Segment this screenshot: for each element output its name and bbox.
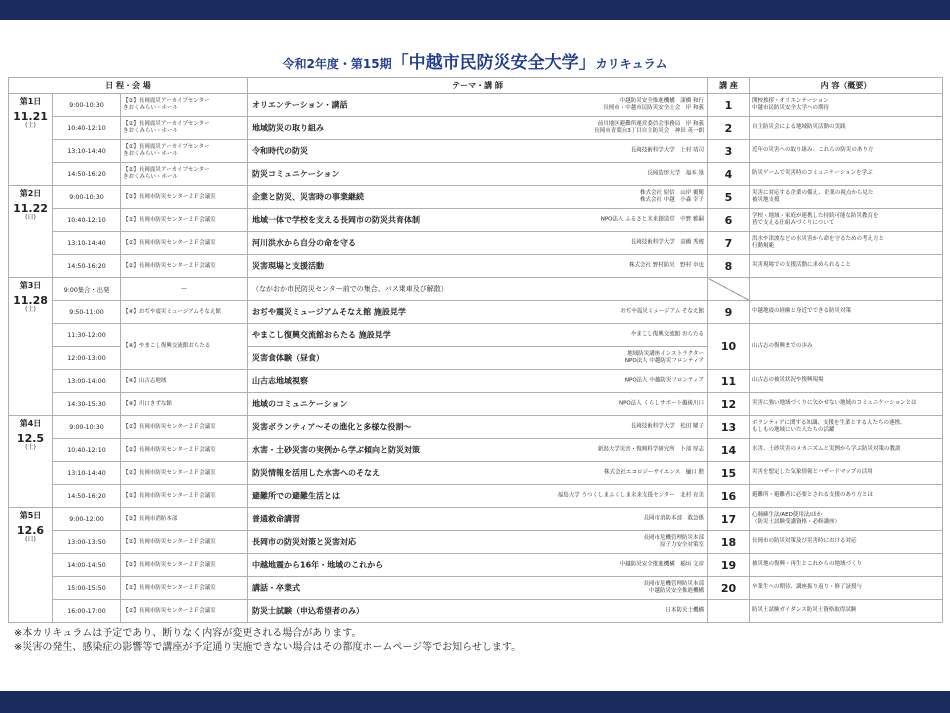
lecture-number: 19 (708, 554, 750, 577)
curriculum-body (9, 94, 943, 623)
theme-title: 中越地震から16年・地域のこれから (252, 560, 384, 570)
table-row (9, 485, 943, 508)
venue-cell: 【②】長岡市防災センター２Ｆ会議室 (121, 439, 248, 462)
day-weekday: (土) (25, 121, 36, 129)
speaker: 株式会社 原信 山岸 覆衛 株式会社 中越 小森 幸子 (640, 189, 704, 203)
time-cell: 15:00-15:50 (53, 577, 121, 600)
theme-cell (248, 600, 708, 623)
time-cell: 14:50-16:20 (53, 163, 121, 186)
lecture-number: 5 (708, 186, 750, 209)
time-cell: 9:00-10:30 (53, 94, 121, 117)
speaker: 地域防災講座インストラクター NPO法人 中越防災フロンティア (624, 350, 704, 364)
lecture-number (708, 600, 750, 623)
speaker: 長岡技術科学大学 上村 靖司 (630, 147, 704, 154)
day-number: 第1日 (19, 97, 42, 106)
header-theme: テーマ・講 師 (248, 78, 708, 94)
content-cell: 避難所・避難者に必要とされる支援のあり方とは (750, 485, 943, 508)
content-cell: 学校・地域・家庭が連携した持続可能な防災教育を 皆で支える仕組みづくりについて (750, 209, 943, 232)
theme-title: 水害・土砂災害の実例から学ぶ傾向と防災対策 (252, 445, 420, 455)
theme-title: おぢや震災ミュージアムそなえ館 施設見学 (252, 307, 406, 317)
content-cell: 山古志の復興までの歩み (750, 324, 943, 370)
table-row (9, 531, 943, 554)
theme-cell (248, 416, 708, 439)
time-cell: 14:30-15:30 (53, 393, 121, 416)
header-lecture: 講 座 (708, 78, 750, 94)
venue-cell: 【②】長岡震災アーカイブセンター きおくみらい・ホール (121, 117, 248, 140)
time-cell: 13:10-14:40 (53, 462, 121, 485)
time-cell: 11:30-12:00 (53, 324, 121, 347)
lecture-number: 10 (708, 324, 750, 370)
day-weekday: (土) (25, 305, 36, 313)
speaker: 日本防災士機構 (665, 607, 704, 614)
theme-cell (248, 393, 708, 416)
time-cell: 14:50-16:20 (53, 255, 121, 278)
time-cell: 13:00-14:00 (53, 370, 121, 393)
table-row (9, 94, 943, 117)
page-title (0, 48, 950, 73)
footnote: ※災害の発生、感染症の影響等で講座が予定通り実施できない場合はその都度ホームページ等でお知らせします。 (14, 642, 522, 653)
lecture-number: 15 (708, 462, 750, 485)
theme-title: 河川洪水から自分の命を守る (252, 238, 356, 248)
day-number: 第4日 (19, 419, 42, 428)
content-cell: 防災士試験ガイダンス防災士資格取得試験 (750, 600, 943, 623)
theme-title: 防災情報を活用した水害へのそなえ (252, 468, 380, 478)
time-cell: 12:00-13:00 (53, 347, 121, 370)
time-cell: 14:50-16:20 (53, 485, 121, 508)
time-cell: 9:00-12:00 (53, 508, 121, 531)
time-cell: 10:40-12:10 (53, 439, 121, 462)
lecture-number: 17 (708, 508, 750, 531)
lecture-number: 9 (708, 301, 750, 324)
speaker: NPO法人 ふるさと未来創造堂 中野 雅嗣 (600, 216, 704, 223)
time-cell: 13:10-14:40 (53, 232, 121, 255)
venue-cell: 【④】やまこし復興交流館おらたる (121, 324, 248, 370)
venue-cell: 【②】長岡震災アーカイブセンター きおくみらい・ホール (121, 140, 248, 163)
table-row (9, 278, 943, 301)
top-banner (0, 0, 950, 20)
time-cell: 9:00-10:30 (53, 186, 121, 209)
speaker: 株式会社エコロジーサイエンス 樋口 勲 (604, 469, 704, 476)
footnote: ※本カリキュラムは予定であり、断りなく内容が変更される場合があります。 (14, 628, 362, 639)
table-row (9, 140, 943, 163)
theme-cell (248, 278, 708, 301)
venue-cell: 【②】長岡市防災センター２Ｆ会議室 (121, 462, 248, 485)
day-date: 12.6 (16, 523, 45, 537)
theme-cell (248, 439, 708, 462)
speaker: 長岡造形大学 福本 塁 (647, 170, 704, 177)
speaker: 株式会社 野村防災 野村 卓也 (629, 262, 704, 269)
table-row (9, 324, 943, 347)
content-cell: 災害に強い地域づくりに欠かせない地域のコミュニケーションとは (750, 393, 943, 416)
venue-cell: 【④】山古志地域 (121, 370, 248, 393)
table-row (9, 301, 943, 324)
table-row (9, 186, 943, 209)
day-date: 11.28 (13, 293, 48, 307)
theme-title: やまこし復興交流館おらたる 施設見学 (252, 330, 391, 340)
venue-cell: 【②】長岡市防災センター２Ｆ会議室 (121, 554, 248, 577)
title-close-bracket: 」 (578, 53, 596, 73)
lecture-number: 12 (708, 393, 750, 416)
lecture-number: 1 (708, 94, 750, 117)
table-row (9, 117, 943, 140)
speaker: 福島大学 うつくしまふくしま未来支援センター 北村 育美 (557, 492, 704, 499)
lecture-number: 6 (708, 209, 750, 232)
venue-cell: 【②】長岡市防災センター２Ｆ会議室 (121, 416, 248, 439)
lecture-number: 16 (708, 485, 750, 508)
theme-cell (248, 117, 708, 140)
lecture-number: 14 (708, 439, 750, 462)
venue-cell: 【②】長岡市防災センター２Ｆ会議室 (121, 531, 248, 554)
content-cell: 洪水や津波などの水災害から命を守るための考え方と 行動規範 (750, 232, 943, 255)
speaker: 長岡技術科学大学 松田 曜子 (630, 423, 704, 430)
venue-cell: 【②】長岡市防災センター２Ｆ会議室 (121, 600, 248, 623)
content-cell: 自主防災会による地域防災活動の実践 (750, 117, 943, 140)
day-number: 第3日 (19, 281, 42, 290)
theme-title: 災害現場と支援活動 (252, 261, 324, 271)
content-cell: 山古志の被災状況や復興現場 (750, 370, 943, 393)
content-cell: 長岡市の防災対策及び災害時における対応 (750, 531, 943, 554)
title-suffix: カリキュラム (595, 57, 668, 71)
theme-title: 防災コミュニケーション (252, 169, 340, 179)
table-row (9, 232, 943, 255)
theme-cell (248, 301, 708, 324)
table-row (9, 209, 943, 232)
day-cell (9, 416, 53, 508)
table-row (9, 462, 943, 485)
day-cell (9, 186, 53, 278)
lecture-number: 13 (708, 416, 750, 439)
header-schedule: 日 程・会 場 (9, 78, 248, 94)
content-cell: ボランティアに関する知識、支援を生業とする人たちの連携、 もしもの地域にいた人たちの活躍 (750, 416, 943, 439)
venue-cell: ― (121, 278, 248, 301)
table-row (9, 600, 943, 623)
lecture-number (708, 278, 750, 301)
theme-cell (248, 577, 708, 600)
table-row (9, 255, 943, 278)
speaker: NPO法人 くらしサポート越後川口 (618, 400, 704, 407)
theme-cell (248, 163, 708, 186)
theme-cell (248, 94, 708, 117)
table-row (9, 416, 943, 439)
speaker: 長岡市消防本部 救急係 (643, 515, 704, 522)
theme-title: 企業と防災、災害時の事業継続 (252, 192, 364, 202)
curriculum-table (8, 77, 943, 623)
time-cell: 10:40-12:10 (53, 117, 121, 140)
time-cell: 14:00-14:50 (53, 554, 121, 577)
content-cell: 災害現場での支援活動に求められること (750, 255, 943, 278)
theme-title: 地域防災の取り組み (252, 123, 324, 133)
lecture-number: 4 (708, 163, 750, 186)
content-cell: 被災地の復興・再生とこれからの地域づくり (750, 554, 943, 577)
day-date: 12.5 (16, 431, 45, 445)
lecture-number: 11 (708, 370, 750, 393)
speaker: 長岡市危機管理防災本部 原子力安全対策室 (643, 534, 704, 548)
speaker: 長岡技術科学大学 高橋 秀俊 (630, 239, 704, 246)
content-cell: 防災ゲームで災害時のコミュニケーションを学ぶ (750, 163, 943, 186)
theme-title: 災害食体験（昼食） (252, 353, 324, 363)
theme-title: 地域のコミュニケーション (252, 399, 348, 409)
table-row (9, 554, 943, 577)
title-open-bracket: 「 (391, 53, 409, 73)
theme-cell (248, 370, 708, 393)
venue-cell: 【④】おぢや震災ミュージアムそなえ館 (121, 301, 248, 324)
day-date: 11.22 (13, 201, 48, 215)
lecture-number: 3 (708, 140, 750, 163)
theme-cell (248, 209, 708, 232)
content-cell: 中越地震の経験と身近でできる防災対策 (750, 301, 943, 324)
lecture-number: 8 (708, 255, 750, 278)
lecture-number: 2 (708, 117, 750, 140)
table-row (9, 393, 943, 416)
venue-cell: 【②】長岡市防災センター２Ｆ会議室 (121, 186, 248, 209)
day-number: 第2日 (19, 189, 42, 198)
theme-cell (248, 324, 708, 347)
venue-cell: 【④】川口きずな館 (121, 393, 248, 416)
day-number: 第5日 (19, 511, 42, 520)
theme-cell (248, 462, 708, 485)
theme-cell (248, 531, 708, 554)
time-cell: 9:00集合・出発 (53, 278, 121, 301)
theme-title: 避難所での避難生活とは (252, 491, 340, 501)
theme-title: 長岡市の防災対策と災害対応 (252, 537, 356, 547)
theme-cell (248, 554, 708, 577)
speaker: おぢや震災ミュージアム そなえ館 (620, 308, 704, 315)
day-weekday: (日) (25, 535, 36, 543)
theme-title: 防災士試験（申込希望者のみ） (252, 606, 364, 616)
venue-cell: 【②】長岡市防災センター２Ｆ会議室 (121, 209, 248, 232)
theme-title: 講話・卒業式 (252, 583, 300, 593)
venue-cell: 【②】長岡市防災センター２Ｆ会議室 (121, 232, 248, 255)
theme-title: 普通救命講習 (252, 514, 300, 524)
speaker: NPO法人 中越防災フロンティア (624, 377, 704, 384)
speaker: やまこし復興交流館 おらたる (630, 331, 704, 338)
theme-cell (248, 140, 708, 163)
time-cell: 9:50-11:00 (53, 301, 121, 324)
bottom-banner (0, 691, 950, 713)
content-cell: 水害、土砂災害のメカニズムと実例から学ぶ防災対策の教訓 (750, 439, 943, 462)
lecture-number: 18 (708, 531, 750, 554)
venue-cell: 【②】長岡震災アーカイブセンター きおくみらい・ホール (121, 94, 248, 117)
venue-cell: 【②】長岡市防災センター２Ｆ会議室 (121, 255, 248, 278)
table-row (9, 577, 943, 600)
footnotes (14, 627, 521, 655)
theme-cell (248, 186, 708, 209)
content-cell: 災害を想定した気象情報とハザードマップの活用 (750, 462, 943, 485)
title-main: 中越市民防災安全大学 (408, 53, 579, 73)
venue-cell: 【②】長岡市防災センター２Ｆ会議室 (121, 485, 248, 508)
time-cell: 13:00-13:50 (53, 531, 121, 554)
day-cell (9, 508, 53, 623)
theme-title: オリエンテーション・講話 (252, 100, 348, 110)
title-prefix: 令和2年度・第15期 (282, 57, 392, 71)
content-cell: 卒業生への期待、講座振り返り・修了証授与 (750, 577, 943, 600)
theme-cell (248, 485, 708, 508)
day-cell (9, 94, 53, 186)
content-cell (750, 278, 943, 301)
theme-title: 山古志地域視察 (252, 376, 308, 386)
time-cell: 16:00-17:00 (53, 600, 121, 623)
header-content: 内 容（概要） (750, 78, 943, 94)
day-weekday: (日) (25, 213, 36, 221)
speaker: 中越防災安全推進機構 諸橋 和行 長岡市・中越市民防災安全士会 岸 和義 (603, 97, 704, 111)
lecture-number: 7 (708, 232, 750, 255)
theme-cell (248, 347, 708, 370)
theme-title: （ながおか市民防災センター前での集合、バス乗車及び解散） (252, 285, 448, 293)
day-weekday: (土) (25, 443, 36, 451)
day-date: 11.21 (13, 109, 48, 123)
lecture-number: 20 (708, 577, 750, 600)
speaker: 前川地区避難所運営委員会事務局 岸 和義 長岡市青葉台3丁目自主防災会 神田 英一朗 (594, 120, 704, 134)
table-row (9, 370, 943, 393)
venue-cell: 【②】長岡市消防本部 (121, 508, 248, 531)
content-cell: 開校挨拶・オリエンテーション 中越市民防災安全大学への期待 (750, 94, 943, 117)
theme-title: 地域一体で学校を支える長岡市の防災共育体制 (252, 215, 420, 225)
time-cell: 10:40-12:10 (53, 209, 121, 232)
content-cell: 災害に対応する企業の備え、企業の視点から見た 被災地支援 (750, 186, 943, 209)
content-cell: 心肺蘇生法/AED使用法/ほか （防災士試験受講資格・必修講座） (750, 508, 943, 531)
theme-title: 災害ボランティア～その進化と多様な役割～ (252, 422, 412, 432)
speaker: 長岡市危機管理防災本部 中越防災安全推進機構 (643, 580, 704, 594)
table-row (9, 508, 943, 531)
theme-cell (248, 255, 708, 278)
speaker: 新潟大学災害・復興科学研究所 卜部 厚志 (597, 446, 704, 453)
table-row (9, 163, 943, 186)
time-cell: 13:10-14:40 (53, 140, 121, 163)
venue-cell: 【②】長岡震災アーカイブセンター きおくみらい・ホール (121, 163, 248, 186)
theme-title: 令和時代の防災 (252, 146, 308, 156)
speaker: 中越防災安全推進機構 稲垣 文彦 (619, 561, 704, 568)
venue-cell: 【②】長岡市防災センター２Ｆ会議室 (121, 577, 248, 600)
table-row (9, 439, 943, 462)
content-cell: 近年の災害への取り組み、これらの防災のあり方 (750, 140, 943, 163)
time-cell: 9:00-10:30 (53, 416, 121, 439)
day-cell (9, 278, 53, 416)
theme-cell (248, 232, 708, 255)
theme-cell (248, 508, 708, 531)
